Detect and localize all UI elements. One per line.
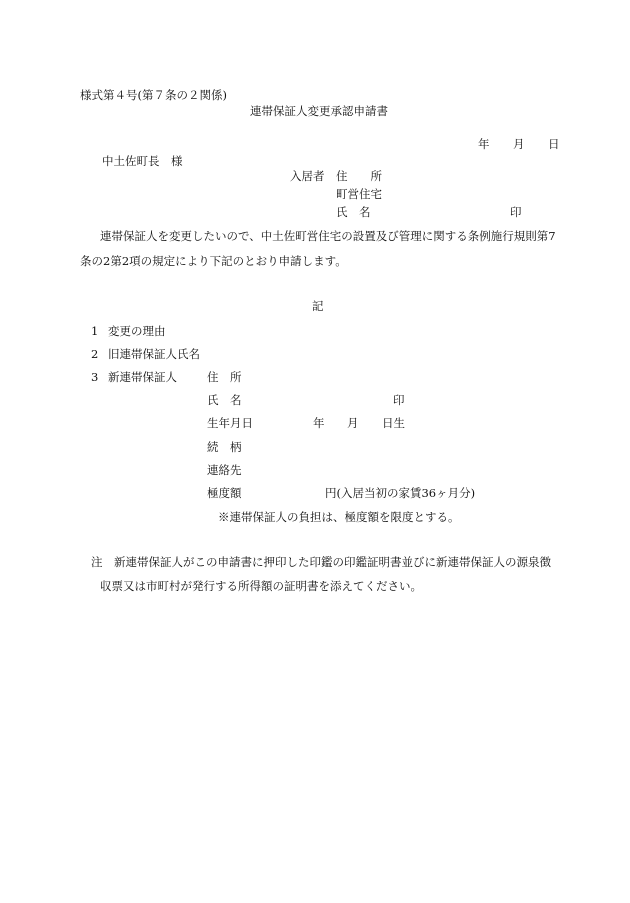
- new-guarantor-limit-note: ※連帯保証人の負担は、極度額を限度とする。: [218, 510, 460, 524]
- item-3-number: 3: [91, 370, 99, 384]
- body-line-2: 条の2第2項の規定により下記のとおり申請します。: [80, 254, 347, 268]
- new-guarantor-contact-label: 連絡先: [207, 463, 242, 477]
- date-year: 年: [478, 137, 490, 151]
- body-line-1: 連帯保証人を変更したいので、中土佐町営住宅の設置及び管理に関する条例施行規則第7: [100, 229, 556, 243]
- new-guarantor-limit-label: 極度額: [207, 486, 242, 500]
- note-line-1: 注 新連帯保証人がこの申請書に押印した印鑑の印鑑証明書並びに新連帯保証人の源泉徴: [91, 555, 551, 569]
- applicant-seal: 印: [510, 205, 522, 219]
- new-guarantor-birth-label: 生年月日: [207, 416, 253, 430]
- note-line-2: 収票又は市町村が発行する所得額の証明書を添えてください。: [100, 579, 422, 593]
- new-guarantor-name-label: 氏 名: [207, 393, 242, 407]
- applicant-name-label: 氏 名: [336, 205, 371, 219]
- new-guarantor-limit-value: 円(入居当初の家賃36ヶ月分): [325, 486, 476, 500]
- item-3-label: 新連帯保証人: [108, 370, 177, 384]
- ki-heading: 記: [312, 299, 324, 313]
- item-1-label: 変更の理由: [108, 324, 166, 338]
- new-guarantor-birth-year: 年: [313, 416, 325, 430]
- date-day: 日: [548, 137, 560, 151]
- item-2-label: 旧連帯保証人氏名: [108, 347, 200, 361]
- item-1-number: 1: [91, 324, 99, 338]
- page-title: 連帯保証人変更承認申請書: [250, 104, 388, 118]
- applicant-address-value: 町営住宅: [336, 187, 382, 201]
- new-guarantor-relation-label: 続 柄: [207, 440, 242, 454]
- form-number: 様式第４号(第７条の２関係): [80, 88, 227, 102]
- new-guarantor-address-label: 住 所: [207, 370, 242, 384]
- addressee: 中土佐町長 様: [102, 154, 183, 168]
- new-guarantor-birth-month: 月: [347, 416, 359, 430]
- applicant-address-label: 住 所: [336, 169, 382, 183]
- date-month: 月: [513, 137, 525, 151]
- applicant-role: 入居者: [290, 169, 325, 183]
- new-guarantor-seal: 印: [393, 393, 405, 407]
- new-guarantor-birth-day: 日生: [382, 416, 405, 430]
- item-2-number: 2: [91, 347, 99, 361]
